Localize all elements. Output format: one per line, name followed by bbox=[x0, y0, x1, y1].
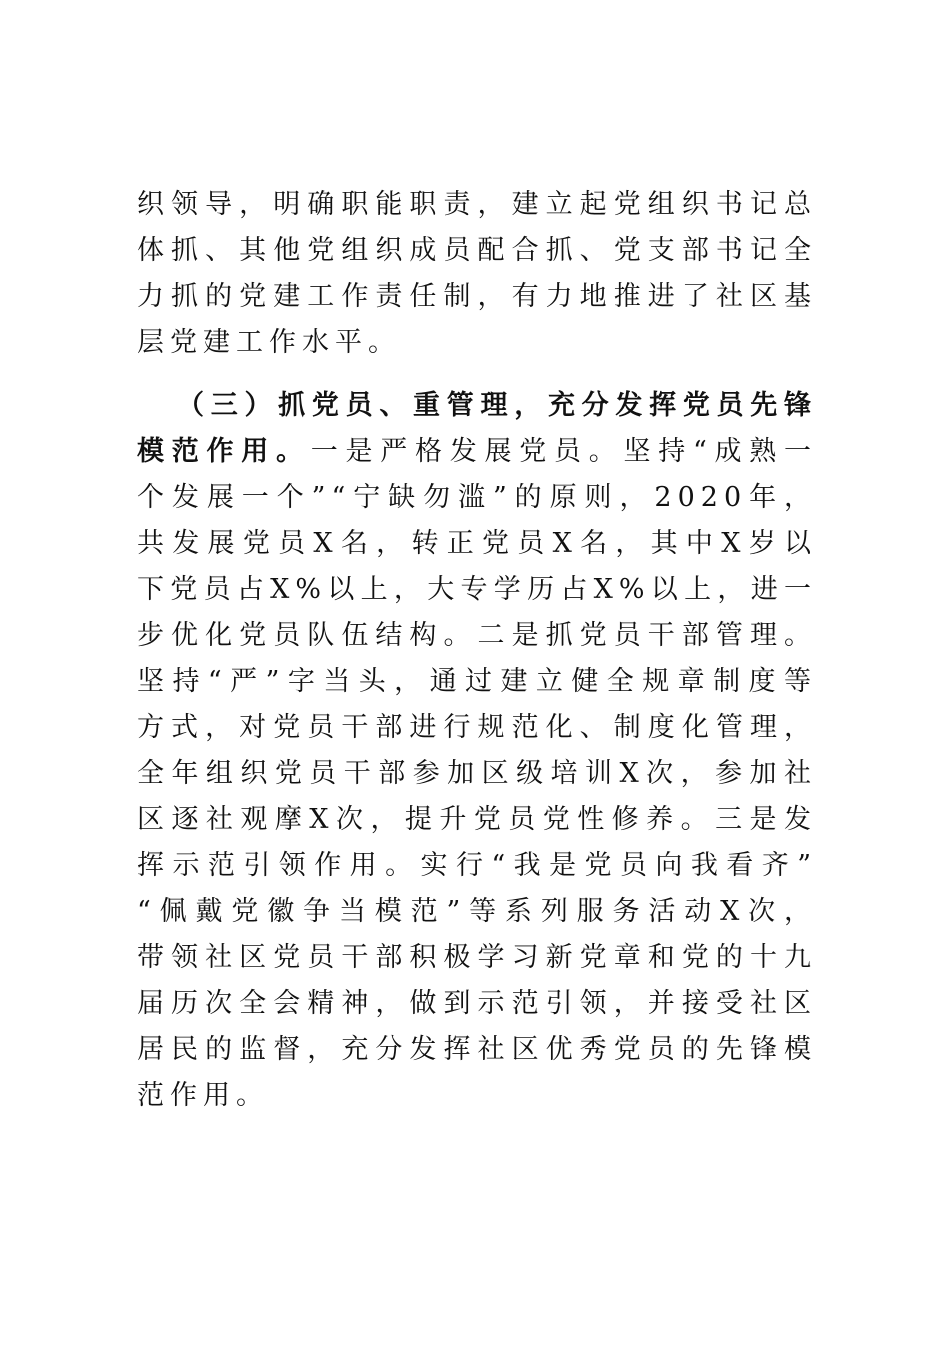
paragraph-line: 织领导，明确职能职责，建立起党组织书记总 bbox=[137, 189, 817, 220]
paragraph-text: 一是严格发展党员。坚持“成熟一 bbox=[310, 436, 817, 467]
paragraph-line: 方式，对党员干部进行规范化、制度化管理， bbox=[137, 712, 817, 743]
paragraph-1 bbox=[137, 182, 817, 366]
paragraph-line: 范作用。 bbox=[137, 1080, 269, 1111]
paragraph-line: 共发展党员X名，转正党员X名，其中X岁以 bbox=[137, 528, 817, 559]
paragraph-line: 步优化党员队伍结构。二是抓党员干部管理。 bbox=[137, 620, 817, 651]
paragraph-line: 带领社区党员干部积极学习新党章和党的十九 bbox=[137, 942, 817, 973]
paragraph-line: 区逐社观摩X次，提升党员党性修养。三是发 bbox=[137, 804, 817, 835]
paragraph-line bbox=[137, 429, 817, 475]
paragraph-line: 坚持“严”字当头，通过建立健全规章制度等 bbox=[137, 666, 817, 697]
paragraph-line: 届历次全会精神，做到示范引领，并接受社区 bbox=[137, 988, 817, 1019]
paragraph-2 bbox=[137, 383, 817, 1119]
paragraph-line: 下党员占X%以上，大专学历占X%以上，进一 bbox=[137, 574, 817, 605]
paragraph-line: 挥示范引领作用。实行“我是党员向我看齐” bbox=[137, 850, 817, 881]
paragraph-line: 层党建工作水平。 bbox=[137, 327, 401, 358]
paragraph-line: 体抓、其他党组织成员配合抓、党支部书记全 bbox=[137, 235, 817, 266]
section-heading-continuation: 模范作用。 bbox=[137, 436, 311, 467]
paragraph-line: 居民的监督，充分发挥社区优秀党员的先锋模 bbox=[137, 1034, 817, 1065]
paragraph-line: 个发展一个”“宁缺勿滥”的原则，2020年， bbox=[137, 482, 817, 513]
paragraph-line: “佩戴党徽争当模范”等系列服务活动X次， bbox=[137, 896, 817, 927]
paragraph-line: 全年组织党员干部参加区级培训X次，参加社 bbox=[137, 758, 817, 789]
paragraph-line: 力抓的党建工作责任制，有力地推进了社区基 bbox=[137, 281, 817, 312]
section-heading: （三）抓党员、重管理，充分发挥党员先锋 bbox=[177, 390, 817, 421]
